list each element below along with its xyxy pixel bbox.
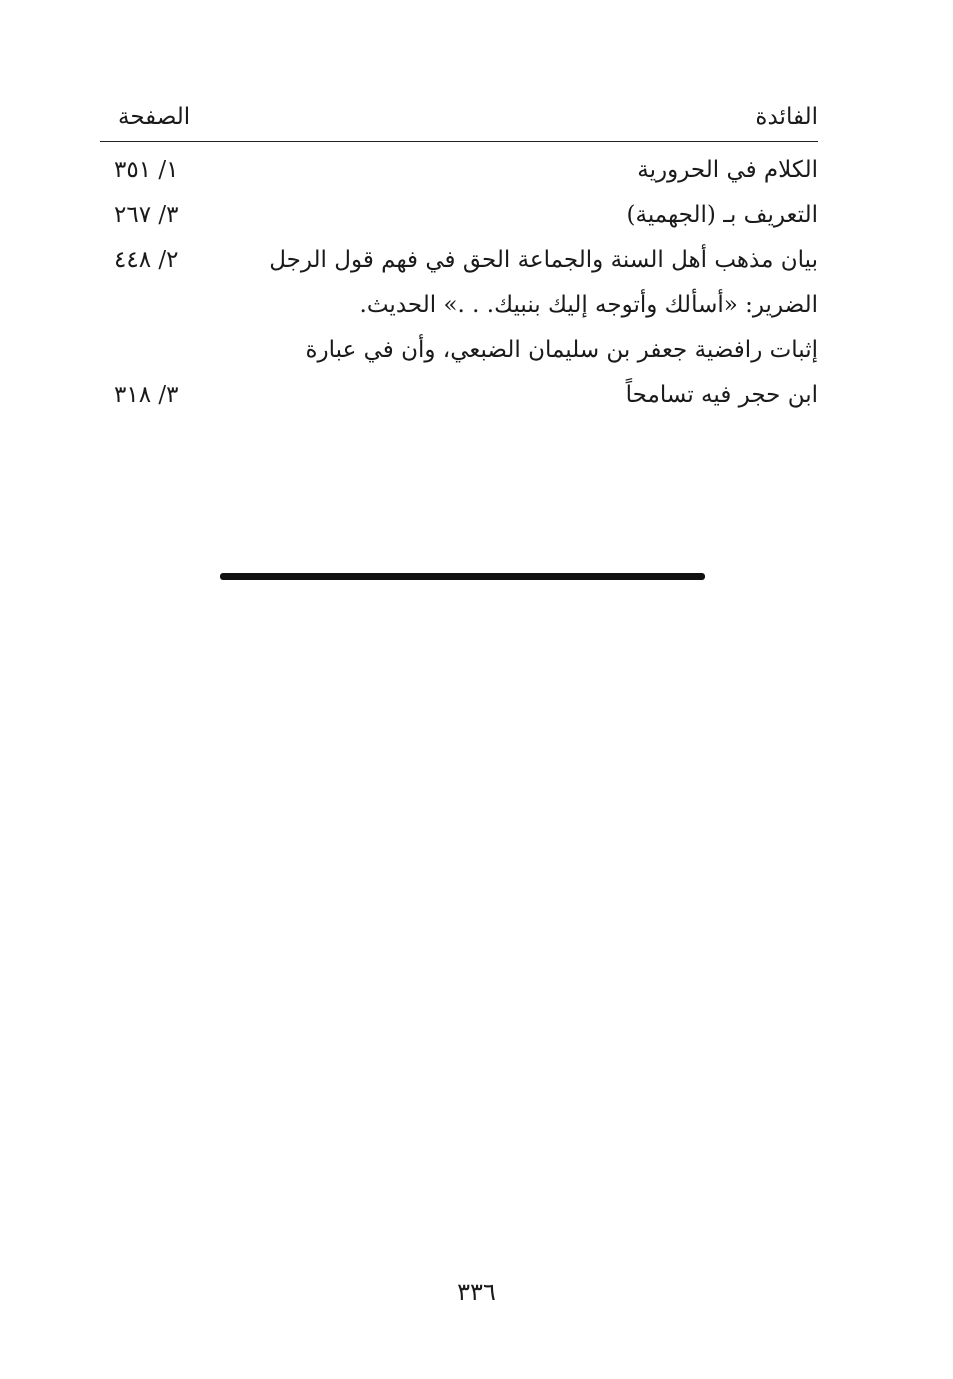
entry-line: الضرير: «أسألك وأتوجه إليك بنبيك. . .» الحديث. bbox=[359, 292, 818, 318]
index-entries bbox=[100, 148, 818, 418]
page-number: ٣٣٦ bbox=[457, 1278, 496, 1306]
page-column-header: الصفحة bbox=[118, 104, 191, 130]
index-entry bbox=[100, 238, 818, 328]
entry-page-ref: ١/ ٣٥١ bbox=[114, 157, 179, 183]
index-entry bbox=[100, 193, 818, 238]
entry-page-ref: ٢/ ٤٤٨ bbox=[114, 247, 179, 273]
entry-text bbox=[273, 328, 818, 418]
entry-text bbox=[273, 193, 818, 238]
entry-text bbox=[273, 148, 818, 193]
entry-line: إثبات رافضية جعفر بن سليمان الضبعي، وأن في عبارة bbox=[305, 337, 818, 363]
entry-page-ref: ٣/ ٣١٨ bbox=[114, 382, 179, 408]
index-entry bbox=[100, 328, 818, 418]
header-rule bbox=[100, 141, 818, 142]
entry-line: ابن حجر فيه تسامحاً bbox=[625, 382, 818, 408]
entry-line: بيان مذهب أهل السنة والجماعة الحق في فهم قول الرجل bbox=[269, 247, 818, 273]
entry-page-ref: ٣/ ٢٦٧ bbox=[114, 202, 179, 228]
section-separator-rule bbox=[220, 573, 705, 580]
index-entry bbox=[100, 148, 818, 193]
entry-line: الكلام في الحرورية bbox=[637, 157, 818, 183]
table-header bbox=[100, 100, 818, 140]
entry-line: التعريف بـ (الجهمية) bbox=[626, 202, 818, 228]
benefit-column-header: الفائدة bbox=[755, 104, 818, 130]
entry-text bbox=[269, 238, 818, 328]
